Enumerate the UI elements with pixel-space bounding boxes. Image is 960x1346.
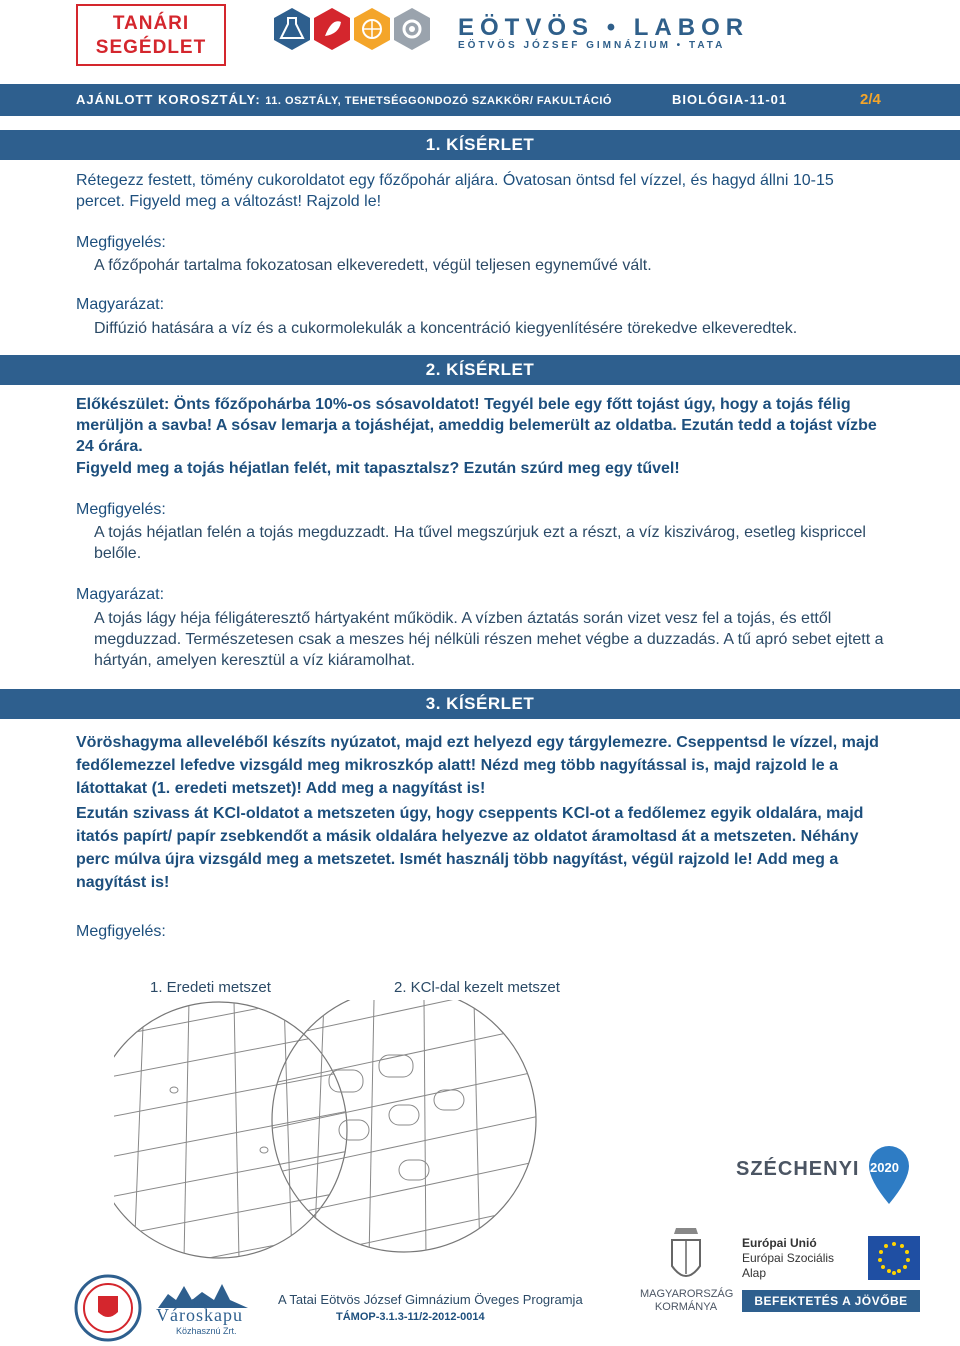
page-number: 2/4 xyxy=(860,91,881,108)
hungarian-coat-of-arms-icon xyxy=(664,1226,708,1288)
experiment-1-observation-text: A főzőpohár tartalma fokozatosan elkeveredett, végül teljesen egyneművé vált. xyxy=(94,257,652,274)
experiment-1-explanation-text: Diffúzió hatására a víz és a cukormolekulák a koncentráció kiegyenlítésére törekedve elkeveredtek. xyxy=(94,320,798,337)
experiment-1-title: 1. KÍSÉRLET xyxy=(0,130,960,160)
eu-flag-icon xyxy=(868,1236,920,1280)
experiment-2-observation-label: Megfigyelés: xyxy=(76,501,166,518)
experiment-2-instruction-1: Előkészület: Önts főzőpohárba 10%-os sósavoldatot! Tegyél bele egy főtt tojást úgy, hogy a tojás félig merüljön a savba! A sósav lemarja a tojáshéjat, ameddig belemerült az oldatba. Ezután tedd a tojást vízbe 24 órára. xyxy=(76,396,877,455)
experiment-3-observation-label: Megfigyelés: xyxy=(76,923,166,940)
experiment-2-explanation-text: A tojás lágy héja féligáteresztő hártyaként működik. A vízben áztatás során vizet vesz fel a tojás, és ettől megduzzad. Természetesen csak a meszes héj nélküli részen mehet végbe a duzzadás. A tű apró sebet ejtett a hártyán, amelyen keresztül a víz kiáramolhat. xyxy=(94,610,884,669)
experiment-1-observation-label: Megfigyelés: xyxy=(76,234,166,251)
lab-subtitle: EÖTVÖS JÓZSEF GIMNÁZIUM • TATA xyxy=(458,40,726,51)
experiment-3-instruction-2: Ezután szivass át KCl-oldatot a metszeten úgy, hogy cseppents KCl-ot a fedőlemez egyik oldalára, majd itatós papírt/ papír zsebkendőt a másik oldalára helyezve az oldatot áramoltasd át a metszeten. Néhány perc múlva újra vizsgáld meg a metszetet. Ismét használj több nagyítást, végül rajzold le! Add meg a nagyítást is! xyxy=(76,805,864,891)
mk-line-1: MAGYARORSZÁG xyxy=(640,1288,734,1300)
school-seal-icon xyxy=(74,1274,142,1342)
age-value: 11. OSZTÁLY, TEHETSÉGGONDOZÓ SZAKKÖR/ FAKULTÁCIÓ xyxy=(265,95,612,107)
experiment-2-observation-text: A tojás héjatlan felén a tojás megduzzadt. Ha tűvel megszúrjuk ezt a részt, a víz kiszivárog, esetleg kispriccel belőle. xyxy=(94,524,866,562)
varoskapu-top: Tatai xyxy=(192,1298,209,1307)
lab-title: EÖTVÖS • LABOR xyxy=(458,14,750,41)
mk-line-2: KORMÁNYA xyxy=(654,1301,718,1313)
age-group xyxy=(76,92,612,107)
lab-logo-icons xyxy=(270,6,450,66)
experiment-1-instruction: Rétegezz festett, tömény cukoroldatot egy főzőpohár aljára. Óvatosan öntsd fel vízzel, és hagyd állni 10-15 percet. Figyeld meg a változást! Rajzold le! xyxy=(76,172,834,210)
szechenyi-logo-text: SZÉCHENYI xyxy=(736,1158,860,1180)
varoskapu-logo-text: Városkapu xyxy=(156,1305,243,1325)
experiment-2-title: 2. KÍSÉRLET xyxy=(0,355,960,385)
caption-original-section: 1. Eredeti metszet xyxy=(150,979,271,996)
tanari-segedlet-stamp xyxy=(76,4,226,66)
experiment-2-explanation-label: Magyarázat: xyxy=(76,586,165,603)
eu-line-1: Európai Unió xyxy=(742,1236,817,1250)
onion-cells-drawing xyxy=(114,1000,554,1260)
szechenyi-year: 2020 xyxy=(870,1160,899,1175)
caption-kcl-section: 2. KCl-dal kezelt metszet xyxy=(394,979,560,996)
eu-line-2: Európai Szociális xyxy=(742,1251,835,1265)
stamp-line-1: TANÁRI xyxy=(112,13,190,34)
experiment-3-title: 3. KÍSÉRLET xyxy=(0,689,960,719)
varoskapu-subtitle: Közhasznú Zrt. xyxy=(176,1326,237,1336)
experiment-2-instruction-2: Figyeld meg a tojás héjatlan felét, mit tapasztalsz? Ezután szúrd meg egy tűvel! xyxy=(76,460,680,477)
top-info-bar xyxy=(0,84,960,116)
subject-code: BIOLÓGIA-11-01 xyxy=(672,92,788,107)
eu-line-3: Alap xyxy=(742,1266,767,1280)
footer-program: A Tatai Eötvös József Gimnázium Öveges Programja xyxy=(278,1292,583,1307)
age-label: AJÁNLOTT KOROSZTÁLY: xyxy=(76,92,261,107)
experiment-3-instruction-1: Vöröshagyma alleveléből készíts nyúzatot, majd ezt helyezd egy tárgylemezre. Cseppentsd le vízzel, majd fedőlemezzel lefedve vizsgáld meg mikroszkóp alatt! Nézd meg több nagyítással is, majd rajzold le a látottakat (1. eredeti metszet)! Add meg a nagyítást is! xyxy=(76,734,879,797)
government-logo xyxy=(640,1288,732,1314)
experiment-1-explanation-label: Magyarázat: xyxy=(76,296,165,313)
szechenyi-2020-pin-icon xyxy=(866,1144,912,1206)
footer-project-code: TÁMOP-3.1.3-11/2-2012-0014 xyxy=(336,1311,485,1323)
befektetes-banner: BEFEKTETÉS A JÖVŐBE xyxy=(742,1290,920,1312)
stamp-line-2: SEGÉDLET xyxy=(95,37,207,58)
